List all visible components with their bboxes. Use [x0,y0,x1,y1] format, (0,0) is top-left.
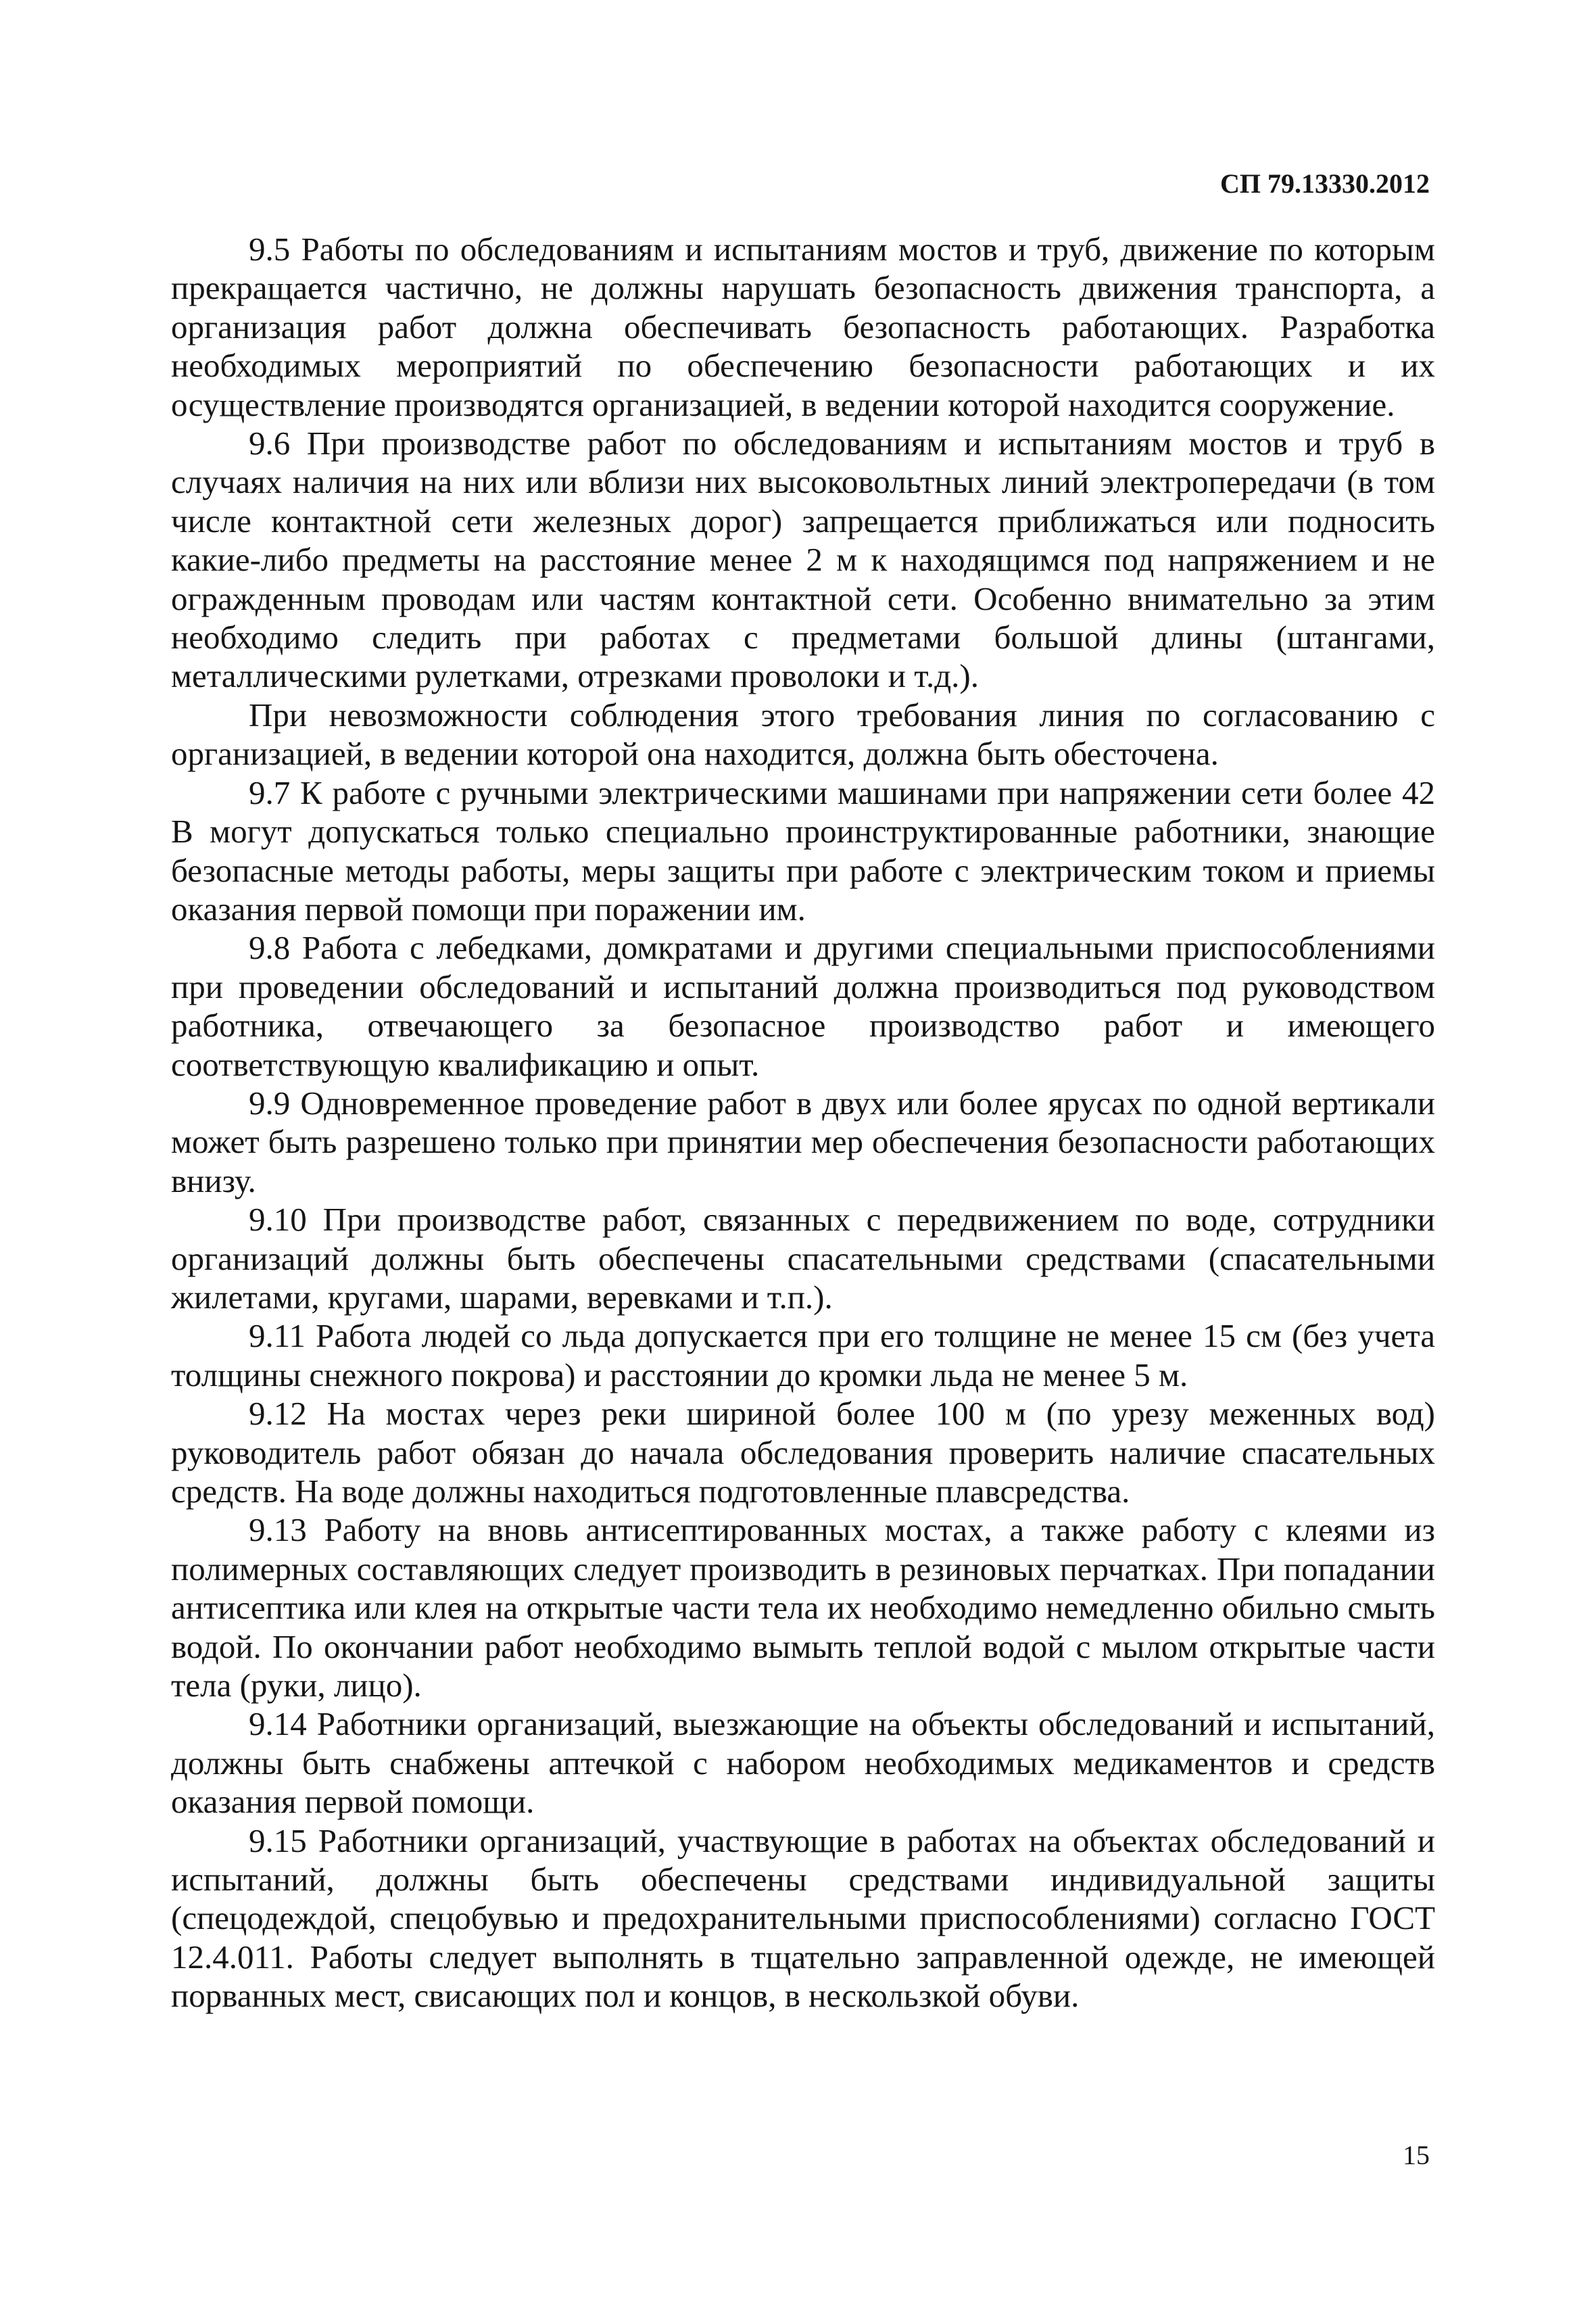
page-number: 15 [1403,2140,1430,2170]
paragraph-9-6-continuation: При невозможности соблюдения этого требования линия по согласованию с организацией, в ведении которой она находится, должна быть обесточена. [171,696,1435,773]
paragraph-9-14: 9.14 Работники организаций, выезжающие на объекты обследований и испытаний, должны быть снабжены аптечкой с набором необходимых медикаментов и средств оказания первой помощи. [171,1705,1435,1821]
paragraph-9-7: 9.7 К работе с ручными электрическими машинами при напряжении сети более 42 В могут допускаться только специально проинструктированные работники, знающие безопасные методы работы, меры защиты при работе с электрическим током и приемы оказания первой помощи при поражении им. [171,773,1435,928]
paragraph-9-6: 9.6 При производстве работ по обследованиям и испытаниям мостов и труб в случаях наличия на них или вблизи них высоковольтных линий электропередачи (в том числе контактной сети железных дорог) запрещается приближаться или подносить какие-либо предметы на расстояние менее 2 м к находящимся под напряжением и не огражденным проводам или частям контактной сети. Особенно внимательно за этим необходимо следить при работах с предметами большой длины (штангами, металлическими рулетками, отрезками проволоки и т.д.). [171,425,1435,695]
paragraph-9-8: 9.8 Работа с лебедками, домкратами и другими специальными приспособлениями при проведении обследований и испытаний должна производиться под руководством работника, отвечающего за безопасное производство работ и имеющего соответствующую квалификацию и опыт. [171,929,1435,1083]
paragraph-9-12: 9.12 На мостах через реки шириной более 100 м (по урезу меженных вод) руководитель работ обязан до начала обследования проверить наличие спасательных средств. На воде должны находиться подготовленные плавсредства. [171,1395,1435,1510]
paragraph-9-5: 9.5 Работы по обследованиям и испытаниям мостов и труб, движение по которым прекращается частично, не должны нарушать безопасность движения транспорта, а организация работ должна обеспечивать безопасность работающих. Разработка необходимых мероприятий по обеспечению безопасности работающих и их осуществление производятся организацией, в ведении которой находится сооружение. [171,231,1435,423]
paragraph-9-10: 9.10 При производстве работ, связанных с передвижением по воде, сотрудники организаций должны быть обеспечены спасательными средствами (спасательными жилетами, кругами, шарами, веревками и т.п.). [171,1201,1435,1316]
paragraph-9-15: 9.15 Работники организаций, участвующие в работах на объектах обследований и испытаний, должны быть обеспечены средствами индивидуальной защиты (спецодеждой, спецобувью и предохранительными приспособлениями) согласно ГОСТ 12.4.011. Работы следует выполнять в тщательно заправленной одежде, не имеющей порванных мест, свисающих пол и концов, в нескользкой обуви. [171,1821,1435,2015]
document-code-header: СП 79.13330.2012 [1220,168,1430,199]
paragraph-9-9: 9.9 Одновременное проведение работ в двух или более ярусах по одной вертикали может быть разрешено только при принятии мер обеспечения безопасности работающих внизу. [171,1084,1435,1199]
document-body [171,230,1435,2015]
paragraph-9-11: 9.11 Работа людей со льда допускается при его толщине не менее 15 см (без учета толщины снежного покрова) и расстоянии до кромки льда не менее 5 м. [171,1317,1435,1393]
paragraph-9-13: 9.13 Работу на вновь антисептированных мостах, а также работу с клеями из полимерных составляющих следует производить в резиновых перчатках. При попадании антисептика или клея на открытые части тела их необходимо немедленно обильно смыть водой. По окончании работ необходимо вымыть теплой водой с мылом открытые части тела (руки, лицо). [171,1511,1435,1704]
